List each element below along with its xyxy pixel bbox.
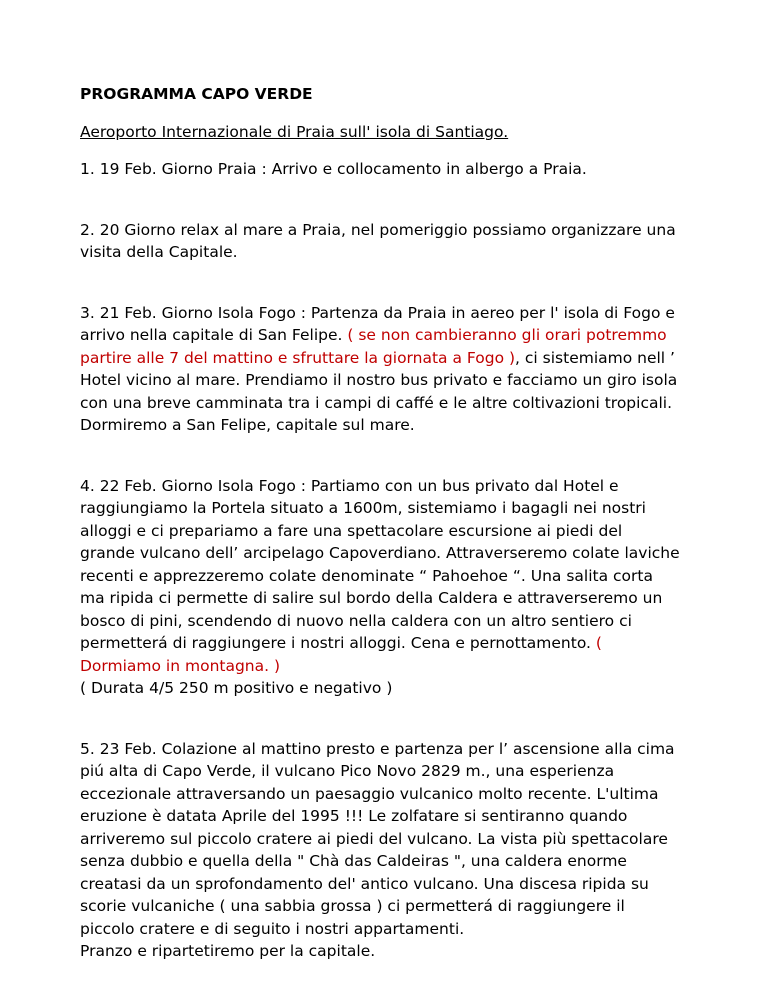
day-3-text-before: 3. 21 Feb. Giorno Isola Fogo : Partenza da Praia in aereo per l' isola di Fogo e arrivo nella capitale di San Felipe. <box>80 303 675 344</box>
document-title: PROGRAMMA CAPO VERDE <box>80 85 313 103</box>
day-4-highlight-note: ( Dormiamo in montagna. ) <box>80 634 602 675</box>
day-5-text: 5. 23 Feb. Colazione al mattino presto e partenza per l’ ascensione alla cima piú alta di Capo Verde, il vulcano Pico Novo 2829 m., una esperienza eccezionale attraversando un paesaggio vulcanico molto recente. L'ultima eruzione è datata Aprile del 1995 !!! Le zolfatare si sentiranno quando arriveremo sul piccolo cratere ai piedi del vulcano. La vista più spettacolare senza dubbio e quella della " Chà das Caldeiras ", una caldera enorme creatasi da un sprofondamento del' antico vulcano. Una discesa ripida su scorie vulcaniche ( una sabbia grossa ) ci permetterá di raggiungere il piccolo cratere e di seguito i nostri appartamenti. <box>80 739 675 938</box>
day-3-text-after: , ci sistemiamo nell ’ Hotel vicino al mare. Prendiamo il nostro bus privato e facciamo un giro isola con una breve camminata tra i campi di caffé e le altre coltivazioni tropicali. Dormiremo a San Felipe, capitale sul mare. <box>80 348 678 434</box>
day-3-highlight-note: ( se non cambieranno gli orari potremmo partire alle 7 del mattino e sfruttare la giornata a Fogo ) <box>80 326 667 367</box>
itinerary-day-4 <box>80 475 680 700</box>
itinerary-day-5 <box>80 738 680 963</box>
day-4-duration: ( Durata 4/5 250 m positivo e negativo ) <box>80 679 393 697</box>
itinerary-day-2: 2. 20 Giorno relax al mare a Praia, nel pomeriggio possiamo organizzare una visita della Capitale. <box>80 220 676 261</box>
itinerary-day-3 <box>80 302 680 437</box>
document-subtitle: Aeroporto Internazionale di Praia sull' isola di Santiago. <box>80 122 509 141</box>
day-5-extra-line: Pranzo e ripartetiremo per la capitale. <box>80 942 376 960</box>
day-4-text: 4. 22 Feb. Giorno Isola Fogo : Partiamo con un bus privato dal Hotel e raggiungiamo la Portela situato a 1600m, sistemiamo i bagagli nei nostri alloggi e ci prepariamo a fare una spettacolare escursione ai piedi del grande vulcano dell’ arcipelago Capoverdiano. Attraverseremo colate laviche recenti e apprezzeremo colate denominate “ Pahoehoe “. Una salita corta ma ripida ci permette di salire sul bordo della Caldera e attraverseremo un bosco di pini, scendendo di nuovo nella caldera con un altro sentiero ci permetterá di raggiungere i nostri alloggi. Cena e pernottamento. <box>80 476 680 652</box>
document-page <box>80 83 680 1001</box>
itinerary-day-1: 1. 19 Feb. Giorno Praia : Arrivo e collocamento in albergo a Praia. <box>80 160 587 178</box>
